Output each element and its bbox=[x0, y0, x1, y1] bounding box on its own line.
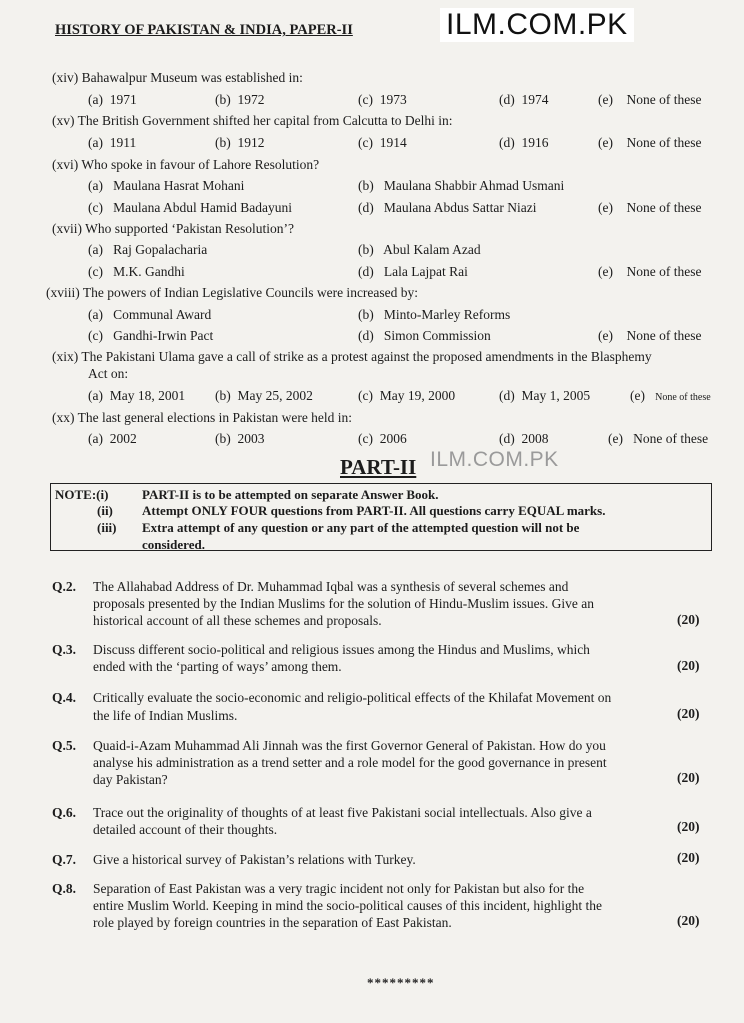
marks-label: (20) bbox=[677, 850, 700, 865]
mcq-number: (xvi) bbox=[52, 157, 79, 172]
mcq-question-xix bbox=[52, 349, 652, 365]
option-d: (d) 1916 bbox=[499, 135, 549, 150]
mcq-question-text: Who spoke in favour of Lahore Resolution? bbox=[81, 157, 320, 172]
marks-label: (20) bbox=[677, 612, 700, 627]
option-a: (a) Raj Gopalacharia bbox=[88, 242, 208, 257]
question-line: Quaid-i-Azam Muhammad Ali Jinnah was the first Governor General of Pakistan. How do you bbox=[93, 738, 606, 753]
question-line: the life of Indian Muslims. bbox=[93, 708, 238, 723]
marks-label: (20) bbox=[677, 819, 700, 834]
mcq-question-text: The Pakistani Ulama gave a call of strike as a protest against the proposed amendments in the Blasphemy bbox=[81, 349, 652, 364]
note-num-3: (iii) bbox=[97, 520, 117, 535]
note-line-2: Attempt ONLY FOUR questions from PART-II. All questions carry EQUAL marks. bbox=[142, 503, 606, 518]
option-d: (d) Lala Lajpat Rai bbox=[358, 264, 468, 279]
note-num-2: (ii) bbox=[97, 503, 113, 518]
note-line-1: PART-II is to be attempted on separate Answer Book. bbox=[142, 487, 439, 502]
mcq-question-xvi bbox=[52, 157, 319, 173]
marks-label: (20) bbox=[677, 770, 700, 785]
question-line: Give a historical survey of Pakistan’s relations with Turkey. bbox=[93, 852, 416, 867]
option-a: (a) Communal Award bbox=[88, 307, 212, 322]
mcq-question-xv bbox=[52, 113, 453, 129]
question-line: Separation of East Pakistan was a very tragic incident not only for Pakistan but also for the bbox=[93, 881, 585, 896]
note-label: NOTE:(i) bbox=[55, 487, 109, 502]
question-number: Q.2. bbox=[52, 579, 77, 594]
option-e: (e) None of these bbox=[598, 135, 702, 150]
option-c: (c) Maulana Abdul Hamid Badayuni bbox=[88, 200, 292, 215]
option-d: (d) Simon Commission bbox=[358, 328, 491, 343]
mcq-number: (xix) bbox=[52, 349, 79, 364]
option-c: (c) Gandhi-Irwin Pact bbox=[88, 328, 214, 343]
mcq-question-continuation: Act on: bbox=[88, 366, 129, 381]
option-d: (d) May 1, 2005 bbox=[499, 388, 591, 403]
option-d: (d) Maulana Abdus Sattar Niazi bbox=[358, 200, 537, 215]
question-line: historical account of all these schemes and proposals. bbox=[93, 613, 382, 628]
question-line: Critically evaluate the socio-economic and religio-political effects of the Khilafat Movement on bbox=[93, 690, 612, 705]
mcq-question-xviii bbox=[46, 285, 418, 301]
mcq-number: (xviii) bbox=[46, 285, 80, 300]
mcq-number: (xv) bbox=[52, 113, 75, 128]
option-a: (a) 2002 bbox=[88, 431, 137, 446]
question-number: Q.8. bbox=[52, 881, 77, 896]
mcq-question-text: The British Government shifted her capital from Calcutta to Delhi in: bbox=[77, 113, 453, 128]
part-heading: PART-II bbox=[340, 455, 417, 479]
option-e: (e) None of these bbox=[598, 328, 702, 343]
option-a: (a) Maulana Hasrat Mohani bbox=[88, 178, 245, 193]
question-number: Q.6. bbox=[52, 805, 77, 820]
option-e: (e) None of these bbox=[598, 264, 702, 279]
option-e: (e) None of these bbox=[608, 431, 709, 446]
end-marker: ********* bbox=[367, 975, 435, 990]
question-line: Discuss different socio-political and religious issues among the Hindus and Muslims, which bbox=[93, 642, 590, 657]
question-number: Q.5. bbox=[52, 738, 77, 753]
option-a: (a) 1911 bbox=[88, 135, 137, 150]
paper-title: HISTORY OF PAKISTAN & INDIA, PAPER-II bbox=[55, 22, 353, 38]
question-line: day Pakistan? bbox=[93, 772, 168, 787]
mcq-number: (xvii) bbox=[52, 221, 82, 236]
mcq-question-xx bbox=[52, 410, 352, 426]
option-e: (e) None of these bbox=[630, 388, 711, 403]
option-b: (b) Maulana Shabbir Ahmad Usmani bbox=[358, 178, 565, 193]
question-line: detailed account of their thoughts. bbox=[93, 822, 278, 837]
question-number: Q.3. bbox=[52, 642, 77, 657]
note-line-4: considered. bbox=[142, 537, 205, 552]
question-line: ended with the ‘parting of ways’ among them. bbox=[93, 659, 342, 674]
option-a: (a) 1971 bbox=[88, 92, 137, 107]
option-c: (c) 2006 bbox=[358, 431, 407, 446]
question-line: analyse his administration as a trend setter and a role model for the good governance in present bbox=[93, 755, 607, 770]
watermark-logo-top: ILM.COM.PK bbox=[440, 8, 634, 42]
option-c: (c) 1914 bbox=[358, 135, 407, 150]
marks-label: (20) bbox=[677, 913, 700, 928]
question-line: entire Muslim World. Keeping in mind the socio-political causes of this incident, highlight the bbox=[93, 898, 602, 913]
mcq-question-text: Bahawalpur Museum was established in: bbox=[81, 70, 303, 85]
question-line: proposals presented by the Indian Muslims for the solution of Hindu-Muslim issues. Give an bbox=[93, 596, 594, 611]
option-c: (c) M.K. Gandhi bbox=[88, 264, 185, 279]
marks-label: (20) bbox=[677, 706, 700, 721]
mcq-question-xvii bbox=[52, 221, 294, 237]
question-line: role played by foreign countries in the separation of East Pakistan. bbox=[93, 915, 452, 930]
option-c: (c) 1973 bbox=[358, 92, 407, 107]
mcq-number: (xiv) bbox=[52, 70, 79, 85]
mcq-question-xiv bbox=[52, 70, 303, 86]
note-line-3: Extra attempt of any question or any part of the attempted question will not be bbox=[142, 520, 580, 535]
option-d: (d) 1974 bbox=[499, 92, 549, 107]
option-e: (e) None of these bbox=[598, 92, 702, 107]
mcq-question-text: Who supported ‘Pakistan Resolution’? bbox=[85, 221, 294, 236]
mcq-number: (xx) bbox=[52, 410, 75, 425]
option-b: (b) Minto-Marley Reforms bbox=[358, 307, 511, 322]
question-line: The Allahabad Address of Dr. Muhammad Iqbal was a synthesis of several schemes and bbox=[93, 579, 569, 594]
watermark-logo-mid: ILM.COM.PK bbox=[430, 448, 559, 471]
option-b: (b) 2003 bbox=[215, 431, 265, 446]
option-b: (b) 1972 bbox=[215, 92, 265, 107]
option-b: (b) Abul Kalam Azad bbox=[358, 242, 481, 257]
option-e: (e) None of these bbox=[598, 200, 702, 215]
option-a: (a) May 18, 2001 bbox=[88, 388, 186, 403]
question-number: Q.4. bbox=[52, 690, 77, 705]
question-line: Trace out the originality of thoughts of at least five Pakistani social intellectuals. Also give a bbox=[93, 805, 592, 820]
option-b: (b) 1912 bbox=[215, 135, 265, 150]
question-number: Q.7. bbox=[52, 852, 77, 867]
marks-label: (20) bbox=[677, 658, 700, 673]
mcq-question-text: The powers of Indian Legislative Councils were increased by: bbox=[82, 285, 419, 300]
mcq-question-text: The last general elections in Pakistan were held in: bbox=[77, 410, 353, 425]
option-c: (c) May 19, 2000 bbox=[358, 388, 456, 403]
option-d: (d) 2008 bbox=[499, 431, 549, 446]
option-b: (b) May 25, 2002 bbox=[215, 388, 313, 403]
